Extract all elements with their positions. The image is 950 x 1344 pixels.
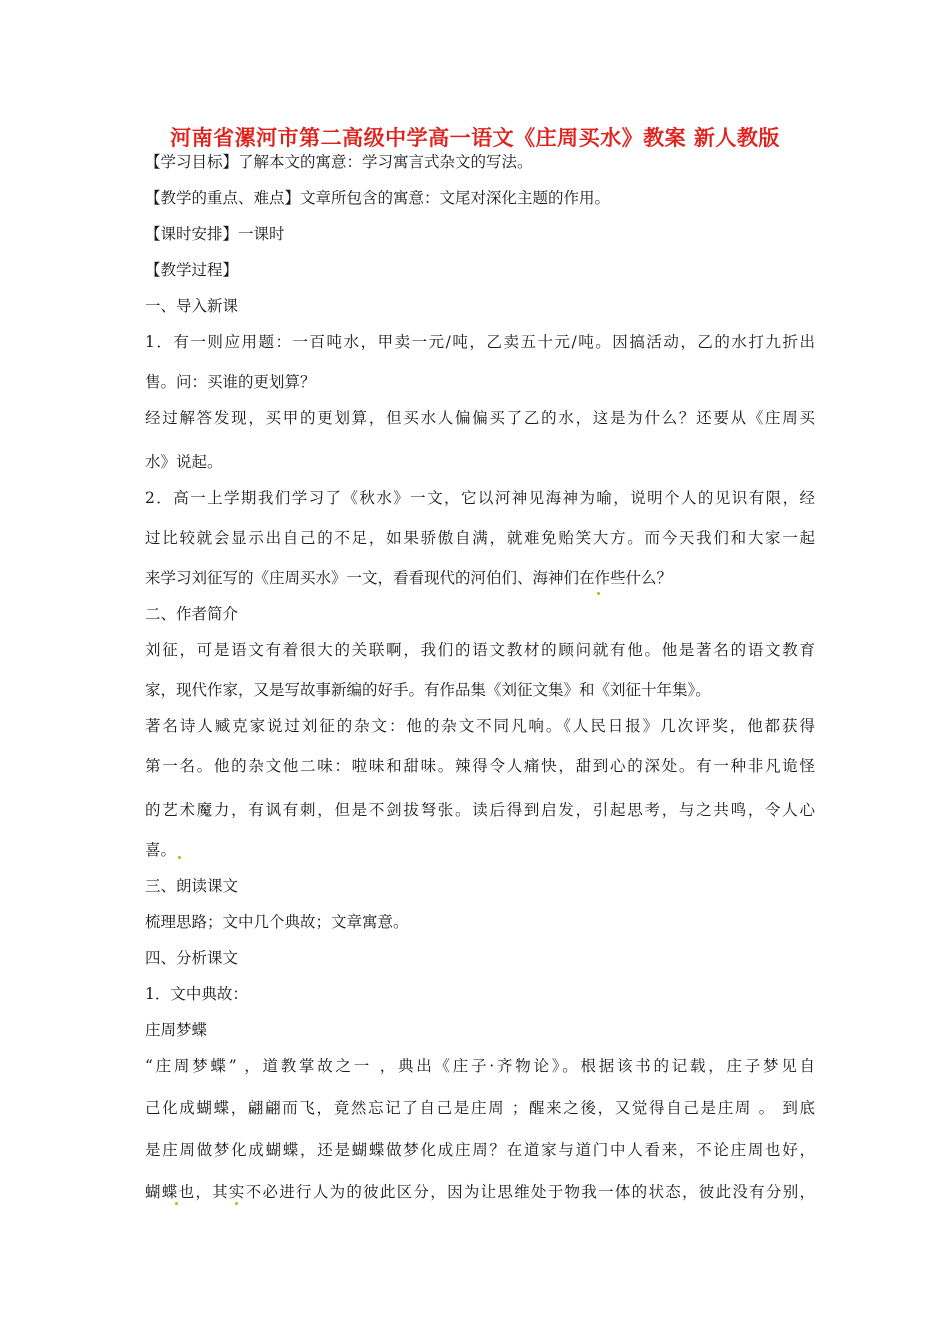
paragraph-line: 刘征，可是语文有着很大的关联啊，我们的语文教材的顾问就有他。他是著名的语文教育 [145,641,815,659]
paragraph-line: 2．高一上学期我们学习了《秋水》一文，它以河神见海神为喻，说明个人的见识有限，经 [145,489,815,507]
document-title: 河南省漯河市第二高级中学高一语文《庄周买水》教案 新人教版 [170,126,780,150]
paragraph-line: 经过解答发现，买甲的更划算，但买水人偏偏买了乙的水，这是为什么？还要从《庄周买 [145,409,815,427]
paragraph-line: 梳理思路；文中几个典故；文章寓意。 [145,913,409,931]
paragraph-line: 著名诗人臧克家说过刘征的杂文：他的杂文不同凡响。《人民日报》几次评奖，他都获得 [145,717,815,735]
paragraph-line: 己化成蝴蝶，翩翩而飞，竟然忘记了自己是庄周 ；醒来之後，又觉得自己是庄周 。 到底 [145,1099,815,1117]
paragraph-line: 售。问：买谁的更划算？ [145,373,316,391]
paragraph-line: 喜。 [145,841,177,859]
paragraph-line: 来学习刘征写的《庄周买水》一文，看看现代的河伯们、海神们在作些什么？ [145,569,673,587]
paragraph-line: 【教学的重点、难点】文章所包含的寓意：文尾对深化主题的作用。 [145,189,611,207]
paragraph-line: “庄周梦蝶” ，道教掌故之一 ，典出《庄子·齐物论》。根据该书的记载，庄子梦见自 [145,1057,815,1075]
section-heading: 三、朗读课文 [145,877,239,895]
paragraph-line: 【教学过程】 [145,261,239,279]
speck-mark [235,1202,238,1205]
speck-mark [175,1202,178,1205]
paragraph-line: 过比较就会显示出自己的不足，如果骄傲自满，就难免贻笑大方。而今天我们和大家一起 [145,529,815,547]
paragraph-line: 1．有一则应用题：一百吨水，甲卖一元/吨，乙卖五十元/吨。因搞活动，乙的水打九折出 [145,333,815,351]
paragraph-line: 是庄周做梦化成蝴蝶，还是蝴蝶做梦化成庄周？在道家与道门中人看来，不论庄周也好， [145,1141,815,1159]
paragraph-line: 1．文中典故： [145,985,248,1003]
paragraph-line: 水》说起。 [145,453,223,471]
speck-mark [597,592,600,595]
paragraph-line: 家，现代作家，又是写故事新编的好手。有作品集《刘征文集》和《刘征十年集》。 [145,681,711,699]
paragraph-line: 庄周梦蝶 [145,1021,208,1039]
paragraph-line: 【学习目标】了解本文的寓意：学习寓言式杂文的写法。 [145,153,533,171]
paragraph-line: 【课时安排】一课时 [145,225,285,243]
section-heading: 一、导入新课 [145,297,239,315]
paragraph-line: 第一名。他的杂文他二味：啦味和甜味。辣得令人痛快，甜到心的深处。有一种非凡诡怪 [145,757,815,775]
section-heading: 四、分析课文 [145,949,239,967]
section-heading: 二、作者简介 [145,605,239,623]
paragraph-line: 的艺术魔力，有讽有刺，但是不剑拔弩张。读后得到启发，引起思考，与之共鸣，令人心 [145,801,815,819]
speck-mark [178,856,181,859]
paragraph-line: 蝴蝶也，其实不必进行人为的彼此区分，因为让思维处于物我一体的状态，彼此没有分别， [145,1183,815,1201]
